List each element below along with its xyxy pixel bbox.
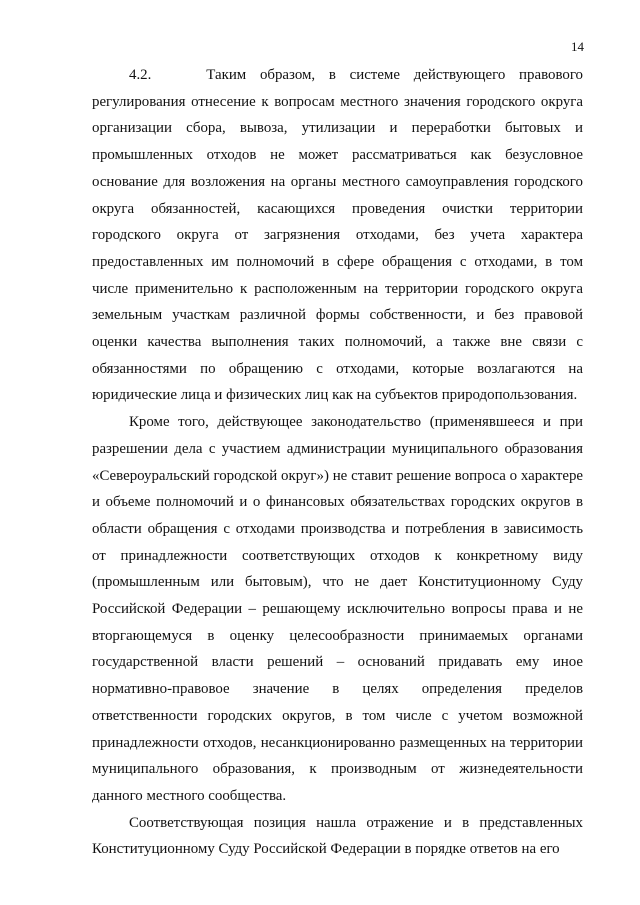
paragraph-position: Соответствующая позиция нашла отражение и в представленных Конституционному Суду Российской Федерации в порядке ответов на его <box>92 814 583 858</box>
paragraph-legislation: Кроме того, действующее законодательство (применявшееся и при разрешении дела с участием администрации муниципального образования «Североуральский городской округ») не ставит решение вопроса о характере и объеме полномочий и о финансовых обязательствах городских округов в области обращения с отходами производства и потребления в зависимость от принадлежности соответствующих отходов к конкретному виду (промышленным или бытовым), что не дает Конституционному Суду Российской Федерации – решающему исключительно вопросы права и не вторгающемуся в оценку целесообразности принимаемых органами государственной власти решений – оснований придавать ему иное нормативно-правовое значение в целях определения пределов ответственности городских округов, в том числе с учетом возможной принадлежности отходов, несанкционированно размещенных на территории муниципального образования, к производным от жизнедеятельности данного местного сообщества. <box>92 414 583 804</box>
page-number: 14 <box>571 39 584 54</box>
document-body <box>92 62 583 863</box>
paragraph-4-2: 4.2. Таким образом, в системе действующего правового регулирования отнесение к вопросам местного значения городского округа организации сбора, вывоза, утилизации и переработки бытовых и промышленных отходов не может рассматриваться как безусловное основание для возложения на органы местного самоуправления городского округа обязанностей, касающихся проведения очистки территории городского округа от загрязнения отходами, без учета характера предоставленных им полномочий в сфере обращения с отходами, в том числе применительно к расположенным на территории городского округа земельным участкам различной формы собственности, и без правовой оценки качества выполнения таких полномочий, а также вне связи с обязанностями по обращению с отходами, которые возлагаются на юридические лица и физических лиц как на субъектов природопользования. <box>92 67 583 404</box>
